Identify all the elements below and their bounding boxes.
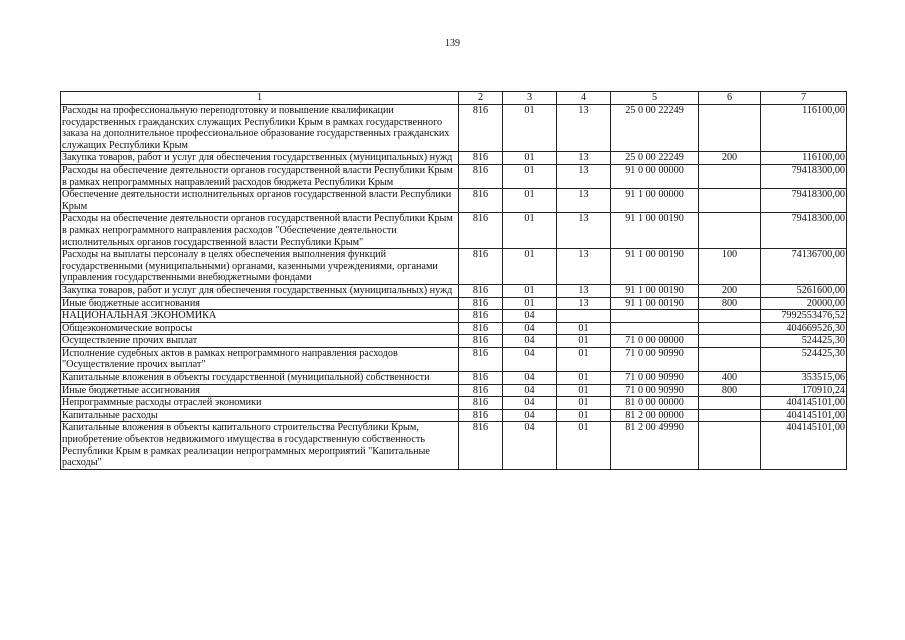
subsection-cell: 01	[557, 384, 611, 397]
name-cell: Осуществление прочих выплат	[61, 335, 459, 348]
expense-type-cell	[699, 409, 761, 422]
section-cell: 01	[503, 284, 557, 297]
target-article-cell: 91 1 00 00000	[611, 189, 699, 213]
amount-cell: 404145101,00	[761, 397, 847, 410]
section-cell: 04	[503, 347, 557, 371]
amount-cell: 404669526,30	[761, 322, 847, 335]
subsection-cell: 13	[557, 164, 611, 188]
admin-code-cell: 816	[459, 422, 503, 469]
table-row	[61, 213, 847, 249]
subsection-cell: 01	[557, 347, 611, 371]
header-col-7: 7	[761, 92, 847, 105]
target-article-cell	[611, 310, 699, 323]
subsection-cell: 01	[557, 322, 611, 335]
expense-type-cell: 200	[699, 284, 761, 297]
budget-table	[60, 91, 847, 470]
target-article-cell: 91 1 00 00190	[611, 297, 699, 310]
subsection-cell: 13	[557, 297, 611, 310]
header-col-2: 2	[459, 92, 503, 105]
section-cell: 04	[503, 335, 557, 348]
admin-code-cell: 816	[459, 297, 503, 310]
amount-cell: 404145101,00	[761, 409, 847, 422]
header-col-6: 6	[699, 92, 761, 105]
section-cell: 01	[503, 213, 557, 249]
section-cell: 01	[503, 297, 557, 310]
table-row	[61, 297, 847, 310]
name-cell: Закупка товаров, работ и услуг для обеспечения государственных (муниципальных) нужд	[61, 152, 459, 165]
expense-type-cell	[699, 422, 761, 469]
table-body	[61, 105, 847, 470]
expense-type-cell: 400	[699, 372, 761, 385]
admin-code-cell: 816	[459, 164, 503, 188]
admin-code-cell: 816	[459, 397, 503, 410]
target-article-cell: 91 0 00 00000	[611, 164, 699, 188]
subsection-cell: 01	[557, 372, 611, 385]
target-article-cell: 25 0 00 22249	[611, 105, 699, 152]
table-header-row	[61, 92, 847, 105]
subsection-cell: 01	[557, 397, 611, 410]
expense-type-cell	[699, 347, 761, 371]
amount-cell: 353515,06	[761, 372, 847, 385]
table-row	[61, 310, 847, 323]
amount-cell: 79418300,00	[761, 189, 847, 213]
subsection-cell: 13	[557, 249, 611, 285]
header-col-4: 4	[557, 92, 611, 105]
amount-cell: 20000,00	[761, 297, 847, 310]
admin-code-cell: 816	[459, 409, 503, 422]
target-article-cell	[611, 322, 699, 335]
target-article-cell: 71 0 00 90990	[611, 384, 699, 397]
expense-type-cell: 200	[699, 152, 761, 165]
table-row	[61, 152, 847, 165]
amount-cell: 404145101,00	[761, 422, 847, 469]
name-cell: Капитальные вложения в объекты капитального строительства Республики Крым, приобретение объектов недвижимого имущества в государственную собственность Республики Крым в рамках реализации непрограммных мероприятий "Капитальные расходы"	[61, 422, 459, 469]
target-article-cell: 91 1 00 00190	[611, 249, 699, 285]
target-article-cell: 81 2 00 49990	[611, 422, 699, 469]
admin-code-cell: 816	[459, 335, 503, 348]
table-row	[61, 249, 847, 285]
target-article-cell: 91 1 00 00190	[611, 284, 699, 297]
subsection-cell: 13	[557, 189, 611, 213]
section-cell: 01	[503, 189, 557, 213]
page-number: 139	[445, 38, 460, 49]
target-article-cell: 25 0 00 22249	[611, 152, 699, 165]
table-row	[61, 372, 847, 385]
subsection-cell: 13	[557, 105, 611, 152]
amount-cell: 74136700,00	[761, 249, 847, 285]
subsection-cell	[557, 310, 611, 323]
target-article-cell: 71 0 00 90990	[611, 347, 699, 371]
subsection-cell: 01	[557, 335, 611, 348]
table-row	[61, 105, 847, 152]
name-cell: Обеспечение деятельности исполнительных органов государственной власти Республики Крым	[61, 189, 459, 213]
amount-cell: 170910,24	[761, 384, 847, 397]
name-cell: Расходы на профессиональную переподготовку и повышение квалификации государственных гражданских служащих Республики Крым в рамках государственного заказа на дополнительное профессиональное образование государственных гражданских служащих Республики Крым	[61, 105, 459, 152]
table-row	[61, 347, 847, 371]
name-cell: Иные бюджетные ассигнования	[61, 297, 459, 310]
name-cell: Закупка товаров, работ и услуг для обеспечения государственных (муниципальных) нужд	[61, 284, 459, 297]
section-cell: 04	[503, 372, 557, 385]
admin-code-cell: 816	[459, 347, 503, 371]
header-col-5: 5	[611, 92, 699, 105]
name-cell: Иные бюджетные ассигнования	[61, 384, 459, 397]
target-article-cell: 91 1 00 00190	[611, 213, 699, 249]
name-cell: Капитальные вложения в объекты государственной (муниципальной) собственности	[61, 372, 459, 385]
name-cell: Расходы на обеспечение деятельности органов государственной власти Республики Крым в рамках непрограммного направления расходов "Обеспечение деятельности исполнительных органов государственной власти Республики Крым"	[61, 213, 459, 249]
amount-cell: 79418300,00	[761, 164, 847, 188]
name-cell: Общеэкономические вопросы	[61, 322, 459, 335]
amount-cell: 7992553476,52	[761, 310, 847, 323]
section-cell: 04	[503, 397, 557, 410]
target-article-cell: 81 0 00 00000	[611, 397, 699, 410]
expense-type-cell	[699, 213, 761, 249]
expense-type-cell	[699, 310, 761, 323]
admin-code-cell: 816	[459, 322, 503, 335]
subsection-cell: 01	[557, 409, 611, 422]
amount-cell: 79418300,00	[761, 213, 847, 249]
admin-code-cell: 816	[459, 213, 503, 249]
admin-code-cell: 816	[459, 189, 503, 213]
expense-type-cell	[699, 189, 761, 213]
section-cell: 04	[503, 322, 557, 335]
section-cell: 04	[503, 384, 557, 397]
target-article-cell: 81 2 00 00000	[611, 409, 699, 422]
amount-cell: 524425,30	[761, 347, 847, 371]
amount-cell: 116100,00	[761, 152, 847, 165]
table-row	[61, 384, 847, 397]
expense-type-cell: 100	[699, 249, 761, 285]
subsection-cell: 13	[557, 213, 611, 249]
name-cell: Капитальные расходы	[61, 409, 459, 422]
expense-type-cell	[699, 397, 761, 410]
table-row	[61, 422, 847, 469]
expense-type-cell	[699, 322, 761, 335]
header-col-3: 3	[503, 92, 557, 105]
amount-cell: 116100,00	[761, 105, 847, 152]
name-cell: Расходы на обеспечение деятельности органов государственной власти Республики Крым в рамках непрограммных направлений расходов бюджета Республики Крым	[61, 164, 459, 188]
table-row	[61, 284, 847, 297]
section-cell: 01	[503, 105, 557, 152]
admin-code-cell: 816	[459, 284, 503, 297]
section-cell: 01	[503, 249, 557, 285]
admin-code-cell: 816	[459, 105, 503, 152]
table-row	[61, 164, 847, 188]
expense-type-cell: 800	[699, 384, 761, 397]
admin-code-cell: 816	[459, 249, 503, 285]
admin-code-cell: 816	[459, 372, 503, 385]
section-cell: 01	[503, 152, 557, 165]
subsection-cell: 01	[557, 422, 611, 469]
name-cell: Исполнение судебных актов в рамках непрограммного направления расходов "Осуществление прочих выплат"	[61, 347, 459, 371]
section-cell: 01	[503, 164, 557, 188]
section-cell: 04	[503, 409, 557, 422]
name-cell: НАЦИОНАЛЬНАЯ ЭКОНОМИКА	[61, 310, 459, 323]
name-cell: Непрограммные расходы отраслей экономики	[61, 397, 459, 410]
subsection-cell: 13	[557, 284, 611, 297]
table-row	[61, 397, 847, 410]
amount-cell: 5261600,00	[761, 284, 847, 297]
admin-code-cell: 816	[459, 384, 503, 397]
expense-type-cell	[699, 105, 761, 152]
section-cell: 04	[503, 310, 557, 323]
admin-code-cell: 816	[459, 310, 503, 323]
target-article-cell: 71 0 00 90990	[611, 372, 699, 385]
table-row	[61, 189, 847, 213]
table-row	[61, 322, 847, 335]
subsection-cell: 13	[557, 152, 611, 165]
target-article-cell: 71 0 00 00000	[611, 335, 699, 348]
name-cell: Расходы на выплаты персоналу в целях обеспечения выполнения функций государственными (муниципальными) органами, казенными учреждениями, органами управления государственными внебюджетными фондами	[61, 249, 459, 285]
table-row	[61, 409, 847, 422]
table-row	[61, 335, 847, 348]
admin-code-cell: 816	[459, 152, 503, 165]
section-cell: 04	[503, 422, 557, 469]
expense-type-cell	[699, 335, 761, 348]
expense-type-cell: 800	[699, 297, 761, 310]
expense-type-cell	[699, 164, 761, 188]
header-col-1: 1	[61, 92, 459, 105]
amount-cell: 524425,30	[761, 335, 847, 348]
